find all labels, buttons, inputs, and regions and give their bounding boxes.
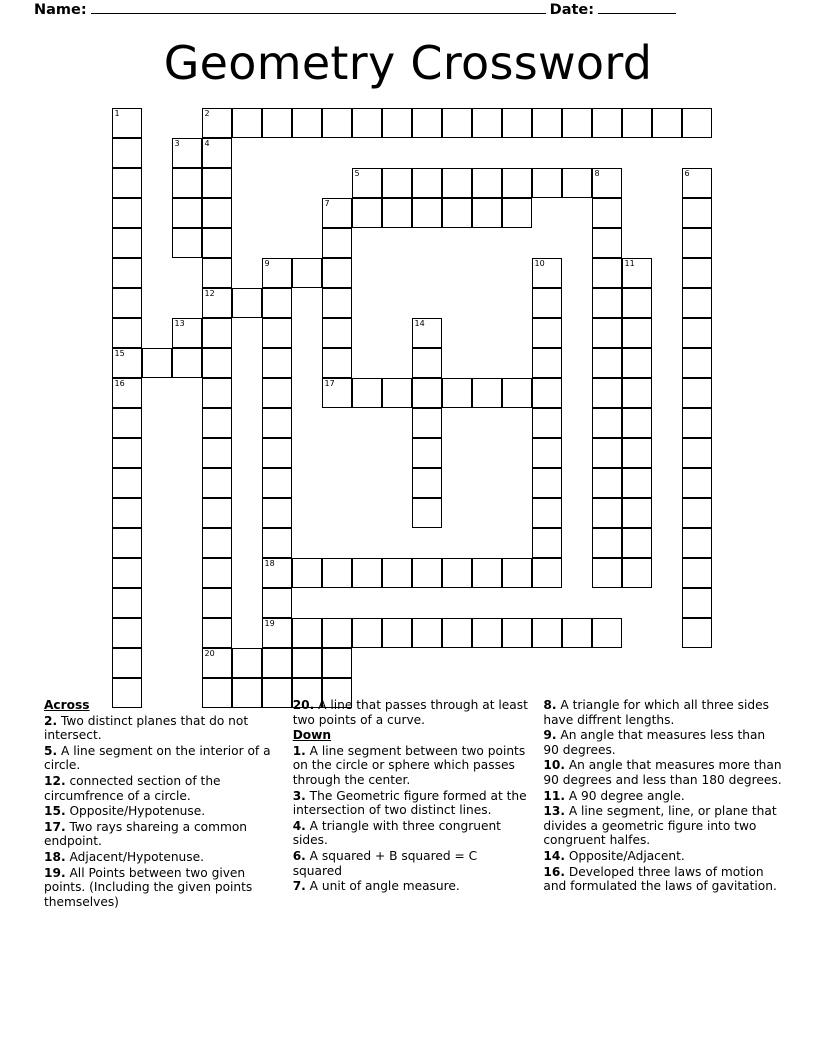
clue-number: 13. bbox=[543, 804, 565, 819]
grid-cell[interactable] bbox=[472, 198, 502, 228]
clue-text: A unit of angle measure. bbox=[305, 879, 460, 894]
grid-cell[interactable] bbox=[502, 558, 532, 588]
clue-item bbox=[293, 789, 530, 818]
grid-cell[interactable] bbox=[442, 558, 472, 588]
grid-cell[interactable] bbox=[202, 108, 232, 138]
clue-text: The Geometric figure formed at the intersection of two distinct lines. bbox=[292, 788, 527, 818]
grid-cell[interactable] bbox=[532, 438, 562, 468]
grid-cell[interactable] bbox=[112, 648, 142, 678]
grid-cell-number: 10 bbox=[534, 259, 545, 268]
clues-column-left bbox=[44, 698, 279, 948]
grid-cell[interactable] bbox=[112, 138, 142, 168]
grid-cell[interactable] bbox=[322, 198, 352, 228]
clue-number: 19. bbox=[44, 865, 66, 880]
grid-cell-number: 8 bbox=[594, 169, 600, 178]
grid-cell[interactable] bbox=[262, 108, 292, 138]
grid-cell[interactable] bbox=[562, 618, 592, 648]
grid-cell[interactable] bbox=[202, 558, 232, 588]
clues-column-middle bbox=[293, 698, 530, 948]
grid-cell[interactable] bbox=[592, 108, 622, 138]
grid-cell-number: 15 bbox=[114, 349, 125, 358]
grid-cell[interactable] bbox=[322, 648, 352, 678]
clue-text: A 90 degree angle. bbox=[564, 788, 685, 803]
clue-text: A triangle for which all three sides have diffrent lengths. bbox=[543, 698, 769, 727]
grid-cell[interactable] bbox=[232, 288, 262, 318]
clue-item bbox=[293, 849, 530, 878]
grid-cell[interactable] bbox=[292, 648, 322, 678]
grid-cell[interactable] bbox=[262, 558, 292, 588]
grid-cell[interactable] bbox=[652, 108, 682, 138]
grid-cell[interactable] bbox=[682, 468, 712, 498]
date-write-line[interactable] bbox=[598, 0, 676, 14]
grid-cell[interactable] bbox=[232, 108, 262, 138]
grid-cell-number: 17 bbox=[324, 379, 335, 388]
clue-text: A line that passes through at least two points of a curve. bbox=[292, 698, 528, 727]
grid-cell[interactable] bbox=[262, 318, 292, 348]
grid-cell[interactable] bbox=[682, 408, 712, 438]
clue-text: Two distinct planes that do not intersect. bbox=[44, 713, 249, 743]
grid-cell[interactable] bbox=[202, 168, 232, 198]
grid-cell-number: 3 bbox=[174, 139, 180, 148]
grid-cell[interactable] bbox=[112, 438, 142, 468]
clue-number: 9. bbox=[543, 728, 557, 743]
grid-cell[interactable] bbox=[532, 408, 562, 438]
clue-text: Adjacent/Hypotenuse. bbox=[65, 849, 205, 864]
grid-cell[interactable] bbox=[592, 198, 622, 228]
clue-text: A line segment on the interior of a circle. bbox=[44, 743, 271, 773]
grid-cell[interactable] bbox=[412, 408, 442, 438]
grid-cell[interactable] bbox=[622, 498, 652, 528]
grid-cell[interactable] bbox=[202, 348, 232, 378]
grid-cell[interactable] bbox=[352, 168, 382, 198]
grid-cell[interactable] bbox=[112, 258, 142, 288]
clue-item bbox=[293, 744, 530, 788]
grid-cell[interactable] bbox=[292, 258, 322, 288]
clue-item bbox=[543, 865, 784, 894]
grid-cell[interactable] bbox=[262, 378, 292, 408]
grid-cell[interactable] bbox=[562, 168, 592, 198]
grid-cell-number: 13 bbox=[174, 319, 185, 328]
clue-text: A squared + B squared = C squared bbox=[292, 848, 478, 878]
grid-cell[interactable] bbox=[322, 228, 352, 258]
grid-cell[interactable] bbox=[352, 558, 382, 588]
grid-cell[interactable] bbox=[412, 498, 442, 528]
grid-cell[interactable] bbox=[592, 618, 622, 648]
grid-cell-number: 14 bbox=[414, 319, 425, 328]
clue-number: 5. bbox=[44, 743, 58, 758]
clue-item bbox=[44, 850, 279, 865]
grid-cell[interactable] bbox=[682, 558, 712, 588]
grid-cell[interactable] bbox=[262, 618, 292, 648]
grid-cell[interactable] bbox=[412, 348, 442, 378]
grid-cell[interactable] bbox=[202, 618, 232, 648]
grid-cell[interactable] bbox=[592, 228, 622, 258]
grid-cell[interactable] bbox=[532, 168, 562, 198]
grid-cell[interactable] bbox=[112, 468, 142, 498]
grid-cell[interactable] bbox=[322, 618, 352, 648]
grid-cell[interactable] bbox=[622, 438, 652, 468]
grid-cell[interactable] bbox=[682, 108, 712, 138]
grid-cell[interactable] bbox=[112, 588, 142, 618]
grid-cell-number: 16 bbox=[114, 379, 125, 388]
clue-item bbox=[543, 789, 784, 804]
grid-cell[interactable] bbox=[502, 168, 532, 198]
clue-text: An angle that measures more than 90 degrees and less than 180 degrees. bbox=[543, 758, 782, 787]
grid-cell-number: 18 bbox=[264, 559, 275, 568]
grid-cell[interactable] bbox=[202, 138, 232, 168]
name-write-line[interactable] bbox=[91, 0, 546, 14]
grid-cell[interactable] bbox=[622, 108, 652, 138]
grid-cell[interactable] bbox=[262, 408, 292, 438]
clue-number: 20. bbox=[292, 698, 315, 712]
grid-cell[interactable] bbox=[292, 618, 322, 648]
grid-cell[interactable] bbox=[112, 378, 142, 408]
grid-cell[interactable] bbox=[622, 408, 652, 438]
grid-cell[interactable] bbox=[412, 618, 442, 648]
grid-cell[interactable] bbox=[202, 588, 232, 618]
clue-item bbox=[44, 866, 279, 910]
grid-cell[interactable] bbox=[322, 288, 352, 318]
grid-cell[interactable] bbox=[592, 528, 622, 558]
grid-cell[interactable] bbox=[112, 108, 142, 138]
grid-cell[interactable] bbox=[442, 378, 472, 408]
clue-item bbox=[543, 849, 784, 864]
clue-item bbox=[543, 728, 784, 757]
grid-cell[interactable] bbox=[382, 618, 412, 648]
grid-cell[interactable] bbox=[112, 228, 142, 258]
grid-cell[interactable] bbox=[682, 348, 712, 378]
grid-cell[interactable] bbox=[592, 378, 622, 408]
clue-text: Opposite/Hypotenuse. bbox=[65, 804, 206, 819]
grid-cell[interactable] bbox=[532, 348, 562, 378]
grid-cell-number: 4 bbox=[204, 139, 210, 148]
grid-cell[interactable] bbox=[472, 558, 502, 588]
grid-cell[interactable] bbox=[202, 528, 232, 558]
grid-cell-number: 19 bbox=[264, 619, 275, 628]
grid-cell[interactable] bbox=[322, 378, 352, 408]
grid-cell[interactable] bbox=[142, 348, 172, 378]
grid-cell[interactable] bbox=[112, 318, 142, 348]
grid-cell[interactable] bbox=[442, 198, 472, 228]
grid-cell[interactable] bbox=[592, 408, 622, 438]
grid-cell[interactable] bbox=[532, 558, 562, 588]
clue-number: 14. bbox=[543, 848, 565, 863]
clue-text: Developed three laws of motion and formulated the laws of gavitation. bbox=[543, 864, 777, 894]
grid-cell[interactable] bbox=[172, 168, 202, 198]
grid-cell[interactable] bbox=[592, 258, 622, 288]
grid-cell[interactable] bbox=[562, 108, 592, 138]
page-title: Geometry Crossword bbox=[163, 36, 653, 90]
clue-item bbox=[543, 804, 784, 848]
grid-cell[interactable] bbox=[202, 408, 232, 438]
grid-cell[interactable] bbox=[322, 108, 352, 138]
grid-cell-number: 5 bbox=[354, 169, 360, 178]
grid-cell[interactable] bbox=[442, 618, 472, 648]
grid-cell[interactable] bbox=[202, 228, 232, 258]
grid-cell[interactable] bbox=[622, 318, 652, 348]
across-heading: Across bbox=[44, 698, 90, 712]
clue-number: 11. bbox=[543, 788, 565, 803]
grid-cell-number: 2 bbox=[204, 109, 210, 118]
name-label: Name: bbox=[34, 2, 87, 18]
grid-cell-number: 9 bbox=[264, 259, 270, 268]
grid-cell[interactable] bbox=[532, 288, 562, 318]
clue-number: 6. bbox=[292, 848, 306, 863]
grid-cell[interactable] bbox=[502, 378, 532, 408]
clue-item bbox=[44, 820, 279, 849]
clue-text: A line segment between two points on the circle or sphere which passes through the center. bbox=[292, 743, 526, 787]
grid-cell[interactable] bbox=[682, 318, 712, 348]
grid-cell[interactable] bbox=[262, 528, 292, 558]
grid-cell[interactable] bbox=[172, 138, 202, 168]
grid-cell[interactable] bbox=[382, 378, 412, 408]
grid-cell[interactable] bbox=[682, 438, 712, 468]
grid-cell[interactable] bbox=[532, 378, 562, 408]
grid-cell[interactable] bbox=[682, 198, 712, 228]
clue-item bbox=[44, 774, 279, 803]
grid-cell[interactable] bbox=[262, 468, 292, 498]
grid-cell[interactable] bbox=[682, 588, 712, 618]
grid-cell[interactable] bbox=[502, 618, 532, 648]
grid-cell[interactable] bbox=[262, 588, 292, 618]
clue-number: 17. bbox=[44, 819, 66, 834]
grid-cell[interactable] bbox=[262, 288, 292, 318]
grid-cell[interactable] bbox=[202, 378, 232, 408]
grid-cell[interactable] bbox=[262, 498, 292, 528]
grid-cell[interactable] bbox=[682, 528, 712, 558]
grid-cell-number: 6 bbox=[684, 169, 690, 178]
clue-item bbox=[44, 804, 279, 819]
grid-cell[interactable] bbox=[622, 558, 652, 588]
grid-cell[interactable] bbox=[202, 438, 232, 468]
grid-cell[interactable] bbox=[412, 318, 442, 348]
clue-item bbox=[543, 698, 784, 727]
grid-cell[interactable] bbox=[472, 618, 502, 648]
grid-cell[interactable] bbox=[322, 348, 352, 378]
grid-cell[interactable] bbox=[382, 108, 412, 138]
date-label: Date: bbox=[549, 2, 595, 18]
grid-cell[interactable] bbox=[202, 498, 232, 528]
name-date-header bbox=[34, 0, 764, 26]
grid-cell[interactable] bbox=[532, 468, 562, 498]
grid-cell[interactable] bbox=[382, 168, 412, 198]
clue-text: A line segment, line, or plane that divides a geometric figure into two congruent halfes. bbox=[543, 804, 777, 848]
clue-number: 1. bbox=[292, 743, 306, 758]
grid-cell[interactable] bbox=[352, 378, 382, 408]
clue-text: All Points between two given points. (Including the given points themselves) bbox=[44, 865, 253, 909]
clues-section bbox=[44, 698, 784, 948]
grid-cell[interactable] bbox=[202, 648, 232, 678]
grid-cell[interactable] bbox=[112, 348, 142, 378]
clue-item bbox=[293, 698, 530, 727]
grid-cell[interactable] bbox=[202, 288, 232, 318]
grid-cell[interactable] bbox=[262, 258, 292, 288]
clue-item bbox=[44, 714, 279, 743]
clue-item bbox=[543, 758, 784, 787]
grid-cell[interactable] bbox=[202, 468, 232, 498]
grid-cell[interactable] bbox=[112, 168, 142, 198]
grid-cell[interactable] bbox=[412, 468, 442, 498]
grid-cell[interactable] bbox=[502, 198, 532, 228]
grid-cell[interactable] bbox=[352, 108, 382, 138]
clue-number: 3. bbox=[292, 788, 306, 803]
grid-cell[interactable] bbox=[472, 378, 502, 408]
clue-number: 12. bbox=[44, 773, 66, 788]
grid-cell[interactable] bbox=[442, 168, 472, 198]
grid-cell[interactable] bbox=[232, 648, 262, 678]
grid-cell[interactable] bbox=[622, 258, 652, 288]
grid-cell-number: 20 bbox=[204, 649, 215, 658]
grid-cell[interactable] bbox=[322, 258, 352, 288]
grid-cell[interactable] bbox=[412, 378, 442, 408]
grid-cell[interactable] bbox=[412, 438, 442, 468]
grid-cell[interactable] bbox=[622, 348, 652, 378]
grid-cell[interactable] bbox=[682, 378, 712, 408]
grid-cell[interactable] bbox=[262, 348, 292, 378]
grid-cell[interactable] bbox=[472, 108, 502, 138]
grid-cell[interactable] bbox=[112, 408, 142, 438]
grid-cell[interactable] bbox=[352, 198, 382, 228]
grid-cell[interactable] bbox=[292, 558, 322, 588]
grid-cell[interactable] bbox=[292, 108, 322, 138]
grid-cell[interactable] bbox=[682, 228, 712, 258]
clue-number: 15. bbox=[44, 804, 66, 819]
clue-item bbox=[44, 744, 279, 773]
grid-cell[interactable] bbox=[592, 348, 622, 378]
grid-cell-number: 7 bbox=[324, 199, 330, 208]
grid-cell[interactable] bbox=[622, 528, 652, 558]
grid-cell[interactable] bbox=[112, 528, 142, 558]
grid-cell[interactable] bbox=[172, 228, 202, 258]
grid-cell[interactable] bbox=[592, 468, 622, 498]
grid-cell[interactable] bbox=[262, 648, 292, 678]
grid-cell[interactable] bbox=[172, 318, 202, 348]
grid-cell[interactable] bbox=[532, 498, 562, 528]
clue-number: 10. bbox=[543, 758, 565, 773]
grid-cell[interactable] bbox=[322, 558, 352, 588]
grid-cell[interactable] bbox=[622, 288, 652, 318]
clue-number: 16. bbox=[543, 864, 565, 879]
grid-cell[interactable] bbox=[112, 558, 142, 588]
grid-cell-number: 11 bbox=[624, 259, 635, 268]
grid-cell[interactable] bbox=[622, 378, 652, 408]
grid-cell[interactable] bbox=[112, 288, 142, 318]
grid-cell[interactable] bbox=[202, 318, 232, 348]
grid-cell[interactable] bbox=[622, 468, 652, 498]
grid-cell[interactable] bbox=[382, 198, 412, 228]
grid-cell[interactable] bbox=[202, 198, 232, 228]
crossword-grid[interactable] bbox=[112, 108, 712, 694]
clue-text: Two rays shareing a common endpoint. bbox=[44, 819, 248, 849]
clue-number: 18. bbox=[44, 849, 66, 864]
clue-number: 2. bbox=[44, 713, 58, 728]
grid-cell[interactable] bbox=[682, 168, 712, 198]
grid-cell[interactable] bbox=[502, 108, 532, 138]
down-heading: Down bbox=[292, 728, 332, 743]
grid-cell-number: 12 bbox=[204, 289, 215, 298]
grid-cell[interactable] bbox=[112, 618, 142, 648]
clue-item bbox=[293, 879, 530, 894]
grid-cell[interactable] bbox=[532, 108, 562, 138]
grid-cell[interactable] bbox=[262, 438, 292, 468]
clue-number: 7. bbox=[292, 879, 306, 894]
grid-cell[interactable] bbox=[682, 498, 712, 528]
grid-cell-number: 1 bbox=[114, 109, 120, 118]
clue-number: 8. bbox=[543, 698, 557, 712]
grid-cell[interactable] bbox=[532, 258, 562, 288]
grid-cell[interactable] bbox=[592, 168, 622, 198]
grid-cell[interactable] bbox=[532, 318, 562, 348]
grid-cell[interactable] bbox=[592, 498, 622, 528]
clues-column-right bbox=[543, 698, 784, 948]
grid-cell[interactable] bbox=[442, 108, 472, 138]
clue-text: A triangle with three congruent sides. bbox=[292, 818, 501, 848]
grid-cell[interactable] bbox=[682, 258, 712, 288]
grid-cell[interactable] bbox=[592, 288, 622, 318]
grid-cell[interactable] bbox=[682, 288, 712, 318]
grid-cell[interactable] bbox=[112, 198, 142, 228]
grid-cell[interactable] bbox=[202, 258, 232, 288]
grid-cell[interactable] bbox=[382, 558, 412, 588]
grid-cell[interactable] bbox=[352, 618, 382, 648]
grid-cell[interactable] bbox=[592, 318, 622, 348]
grid-cell[interactable] bbox=[172, 198, 202, 228]
grid-cell[interactable] bbox=[472, 168, 502, 198]
clue-number: 4. bbox=[292, 818, 306, 833]
grid-cell[interactable] bbox=[412, 168, 442, 198]
grid-cell[interactable] bbox=[532, 528, 562, 558]
clue-item bbox=[293, 819, 530, 848]
clue-text: connected section of the circumfrence of a circle. bbox=[44, 773, 221, 803]
grid-cell[interactable] bbox=[412, 108, 442, 138]
grid-cell[interactable] bbox=[682, 618, 712, 648]
grid-cell[interactable] bbox=[172, 348, 202, 378]
clue-text: Opposite/Adjacent. bbox=[564, 848, 685, 863]
grid-cell[interactable] bbox=[412, 198, 442, 228]
grid-cell[interactable] bbox=[112, 498, 142, 528]
clue-text: An angle that measures less than 90 degrees. bbox=[543, 728, 766, 757]
grid-cell[interactable] bbox=[532, 618, 562, 648]
grid-cell[interactable] bbox=[412, 558, 442, 588]
grid-cell[interactable] bbox=[592, 558, 622, 588]
grid-cell[interactable] bbox=[592, 438, 622, 468]
grid-cell[interactable] bbox=[322, 318, 352, 348]
